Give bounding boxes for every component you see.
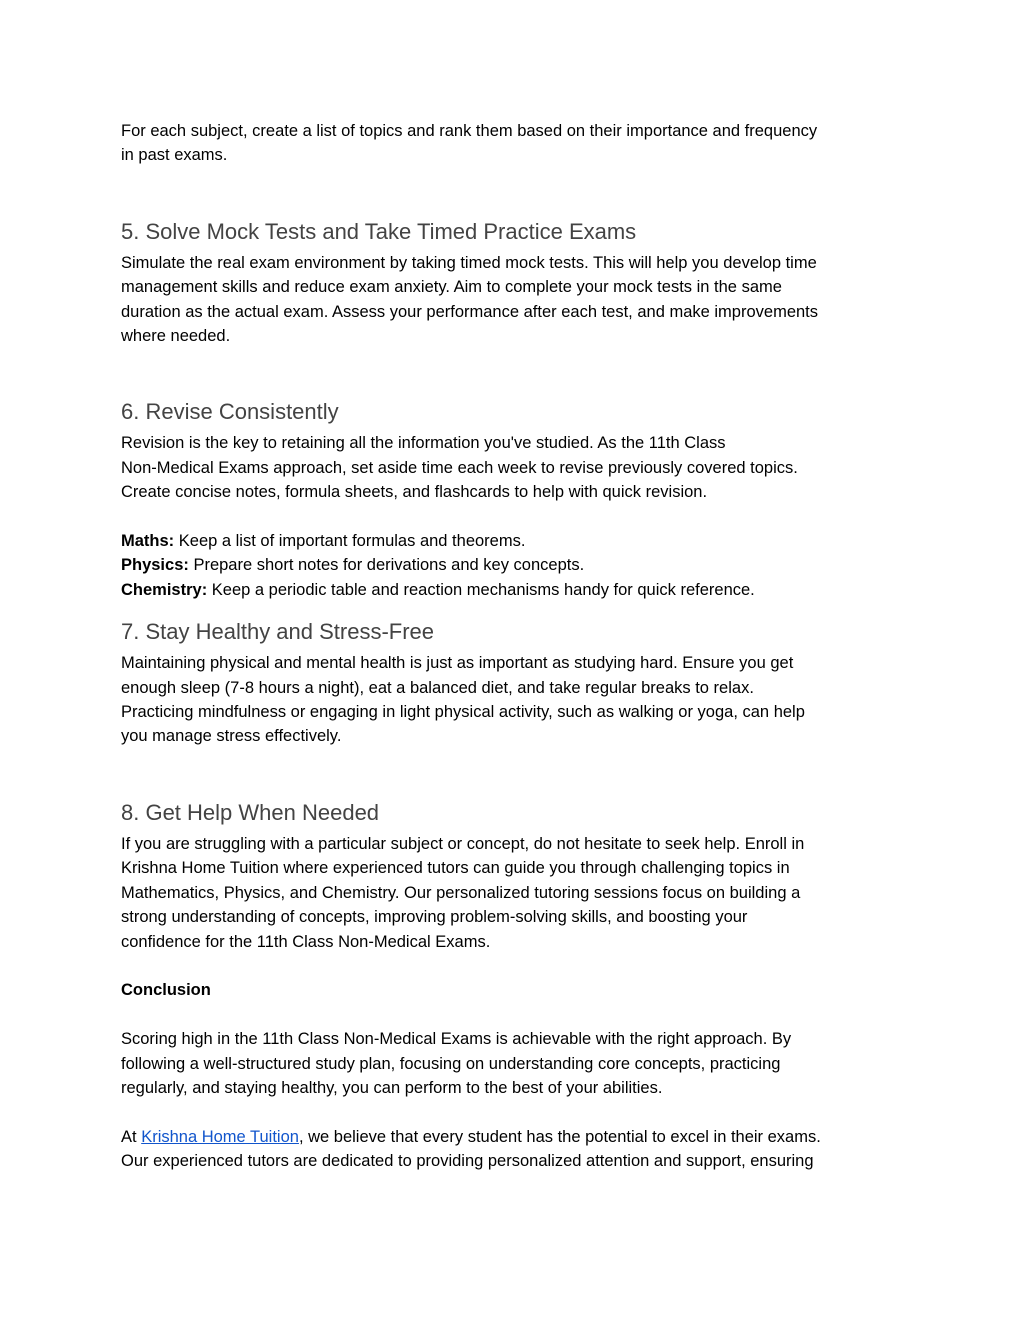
text-line: strong understanding of concepts, improving problem-solving skills, and boosting your <box>121 908 748 927</box>
text-line: confidence for the 11th Class Non-Medical Exams. <box>121 932 491 951</box>
subject-label: Physics: <box>121 556 189 575</box>
conclusion-heading <box>121 978 911 1002</box>
text-line: If you are struggling with a particular subject or concept, do not hesitate to seek help. Enroll in <box>121 834 805 853</box>
text-line: enough sleep (7-8 hours a night), eat a balanced diet, and take regular breaks to relax. <box>121 678 754 697</box>
text-line: following a well-structured study plan, focusing on understanding core concepts, practicing <box>121 1054 781 1073</box>
conclusion-paragraph <box>121 1027 911 1100</box>
list-item <box>121 529 911 553</box>
subject-tip: Keep a list of important formulas and theorems. <box>174 532 526 551</box>
text-line: Non-Medical Exams approach, set aside time each week to revise previously covered topics. <box>121 458 798 477</box>
section-7-heading: 7. Stay Healthy and Stress-Free <box>121 619 435 645</box>
list-item <box>121 578 911 602</box>
section-5-heading: 5. Solve Mock Tests and Take Timed Practice Exams <box>121 218 637 244</box>
text-line: Create concise notes, formula sheets, and flashcards to help with quick revision. <box>121 483 708 502</box>
text-line: Scoring high in the 11th Class Non-Medical Exams is achievable with the right approach. By <box>121 1030 792 1049</box>
section-8-paragraph <box>121 832 911 954</box>
text-line: Maintaining physical and mental health is just as important as studying hard. Ensure you get <box>121 654 794 673</box>
line-rest-text: , we believe that every student has the potential to excel in their exams. <box>298 1127 821 1146</box>
text-line: Krishna Home Tuition where experienced tutors can guide you through challenging topics in <box>121 859 790 878</box>
text-line: management skills and reduce exam anxiety. Aim to complete your mock tests in the same <box>121 278 782 297</box>
text-line: Simulate the real exam environment by taking timed mock tests. This will help you develop time <box>121 253 817 272</box>
section-7-paragraph <box>121 651 911 749</box>
subject-label: Chemistry: <box>121 580 208 599</box>
subject-tip: Keep a periodic table and reaction mechanisms handy for quick reference. <box>207 580 755 599</box>
text-line: Our experienced tutors are dedicated to providing personalized attention and support, ensuring <box>121 1152 814 1171</box>
document-page <box>121 119 911 1174</box>
prefix-text: At <box>121 1127 142 1146</box>
section-6-heading: 6. Revise Consistently <box>121 399 339 425</box>
text-line: Mathematics, Physics, and Chemistry. Our personalized tutoring sessions focus on building a <box>121 883 801 902</box>
text-line: where needed. <box>121 327 231 346</box>
text-line <box>121 1125 911 1149</box>
subject-tips-list <box>121 529 911 602</box>
text-line: For each subject, create a list of topics and rank them based on their importance and frequency <box>121 122 818 140</box>
section-8-heading: 8. Get Help When Needed <box>121 799 380 825</box>
text-line: regularly, and staying healthy, you can perform to the best of your abilities. <box>121 1078 663 1097</box>
text-line: Revision is the key to retaining all the information you've studied. As the 11th Class <box>121 434 726 453</box>
text-line: Practicing mindfulness or engaging in light physical activity, such as walking or yoga, can help <box>121 703 805 722</box>
text-line: in past exams. <box>121 146 228 165</box>
text-line: duration as the actual exam. Assess your performance after each test, and make improvements <box>121 302 819 321</box>
list-item <box>121 553 911 577</box>
subject-tip: Prepare short notes for derivations and key concepts. <box>188 556 585 575</box>
section-5-paragraph <box>121 251 911 349</box>
section-6-paragraph <box>121 431 911 504</box>
intro-paragraph <box>121 119 911 168</box>
final-paragraph <box>121 1125 911 1174</box>
subject-label: Maths: <box>121 532 175 551</box>
krishna-home-tuition-link[interactable]: Krishna Home Tuition <box>141 1127 299 1146</box>
text-line: you manage stress effectively. <box>121 727 342 746</box>
conclusion-title: Conclusion <box>121 981 211 1000</box>
